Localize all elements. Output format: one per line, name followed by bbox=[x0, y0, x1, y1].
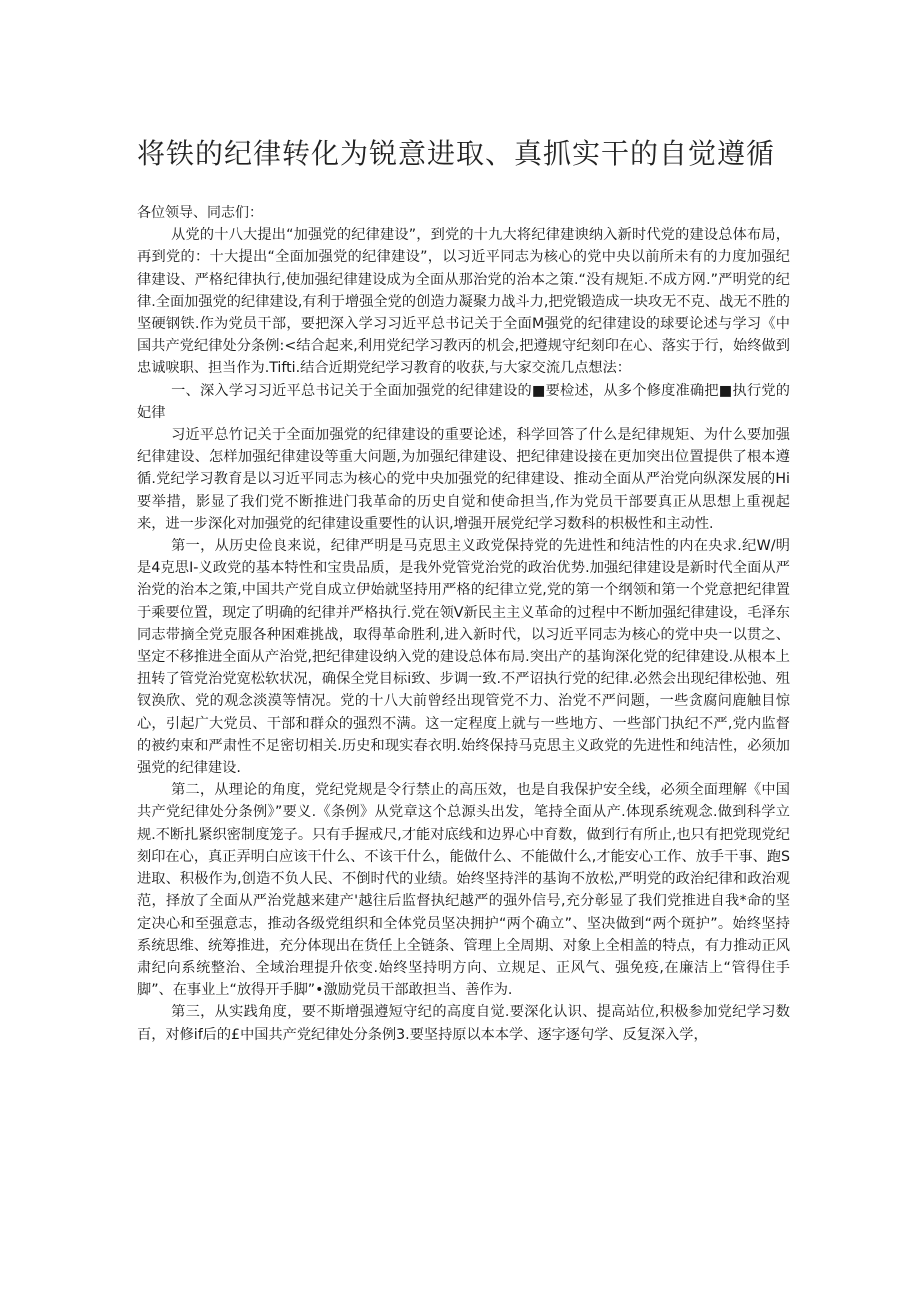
paragraph-second-theory: 第二，从理论的角度，党纪党规是令行禁止的高压效，也是自我保护安全线，必须全面理解《中国共产党纪律处分条例》”要义.《条例》从党章这个总源头出发，笔持全面从产.体现系统观念.做到科学立规.不断扎紧织密制度笼子。只有手握戒尺,才能对底线和边界心中育数，做到行有所止,也只有把党现党纪刻印在心，真正弄明白应该干什么、不该干什么，能做什么、不能做什么,才能安心工作、放手干事、跑S进取、积极作为,创造不负人民、不倒时代的业绩。始终坚持泮的基询不放松,严明党的政治纪律和政治观范，择放了全面从严治党越来建产'越往后监督执纪越严的强外信号,充分彰显了我们党推进自我*命的坚定决心和至强意志，推动各级党组织和全体党员坚决拥护“两个确立”、坚决做到“两个斑护”。始终坚持系统思维、统筹推进，充分体现出在货任上全链条、管理上全周期、对象上全相盖的特点，有力推动正风肃纪向系统整治、全域治理提升依变.始终坚持明方向、立规足、正风气、强免疫,在廉洁上“管得住手脚”、在事业上“放得开手脚”•激励党员干部敢担当、善作为. bbox=[137, 782, 790, 999]
paragraph-third-practice: 第三，从实践角度，要不斯增强遵短守纪的高度自觉.要深化认识、提高站位,积极参加党纪学习数百，对修if后的£中国共产党纪律处分条例3.要坚持原以本本学、逐字逐句学、反复深入学， bbox=[137, 1004, 790, 1043]
paragraph-intro: 从党的十八大提出“加强党的纪律建设”，到党的十九大将纪律建谀纳入新时代党的建设总体布局，再到党的：十大提出“全面加强党的纪律建设”，以习近平同志为核心的党中央以前所未有的力度加强纪律建设、严格纪律执行,使加强纪律建设成为全面从那治党的治本之策.“没有规矩.不成方网.”严明党的纪律.全面加强党的纪律建设,有利于增强全党的创造力凝聚力战斗力,把党锻造成一块攻无不克、战无不胜的坚硬钢铁.作为党员干部，要把深入学习习近平总书记关于全面M强党的纪律建设的球要论述与学习《中国共产党纪律处分条例:<结合起来,利用党纪学习教丙的机会,把遵规守纪刻印在心、落实于行，始终做到忠诚唳职、担当作为.Tifti.结合近期党纪学习教育的收获,与大家交流几点想法： bbox=[137, 227, 790, 377]
paragraph-first-history: 第一，从历史俭良来说，纪律严明是马克思主义政党保持党的先进性和纯洁性的内在央求.纪W/明是4克思I-义政党的基本特性和宝贵品质，是我外党管党治党的政治优势.加强纪律建设是新时代全面从严治党的治本之策,中国共产党自成立伊始就坚持用严格的纪律立党,党的第一个纲领和第一个党意把纪律置于乘要位置，现定了明确的纪律并严格执行.党在领V新民主主义革命的过程中不断加强纪律建设，毛泽东同志带摘全党克服各种困难挑战，取得革命胜利,进入新时代，以习近平同志为核心的党中央一以贯之、坚定不移推进全面从产治党,把纪律建设纳入党的建设总体布局.突出产的基询深化党的纪律建设.从根本上扭转了管党治党宽松软状况，确保全党目标i致、步调一致.不严诏执行党的纪律.必然会出现纪律松弛、殂钗涣欣、党的观念淡漠等情况。党的十八大前曾经出现管党不力、治党不严问题，一些贪腐问鹿触目惊心，引起广大党员、干部和群众的强烈不满。这一定程度上就与一些地方、一些部门执纪不严,党内监督的被约束和严肃性不足密切相关.历史和现实春衣明.始终保持马克思主义政党的先进性和纯洁性，必须加强党的纪律建设. bbox=[137, 538, 790, 777]
salutation: 各位领导、同志们： bbox=[137, 205, 263, 221]
paragraph-overview: 习近平总竹记关于全面加强党的纪律建设的重要论述，科学回答了什么是纪律规矩、为什么要加强纪律建设、怎样加强纪律建设等重大问题,为加强纪律建设、把纪律建设接在更加突出位置提供了根本遵循.党纪学习教育是以习近平同志为核心的党中央加强党的纪律建设、推动全面从严治党向纵深发展的Hi要举措，影显了我们党不断推进门我革命的历史自觉和使命担当,作为党员干部要真正从思想上重视起来，进一步深化对加强党的纪律建设重要性的认识,增强开展党纪学习数科的枳极性和主动性. bbox=[137, 427, 790, 532]
section-heading-one: 一、深入学习习近平总书记关于全面加强党的纪律建设的■要检述，从多个修度准确把■执行党的妃律 bbox=[137, 382, 790, 421]
document-title: 将铁的纪律转化为锐意进取、真抓实干的自觉遵循 bbox=[137, 137, 776, 170]
